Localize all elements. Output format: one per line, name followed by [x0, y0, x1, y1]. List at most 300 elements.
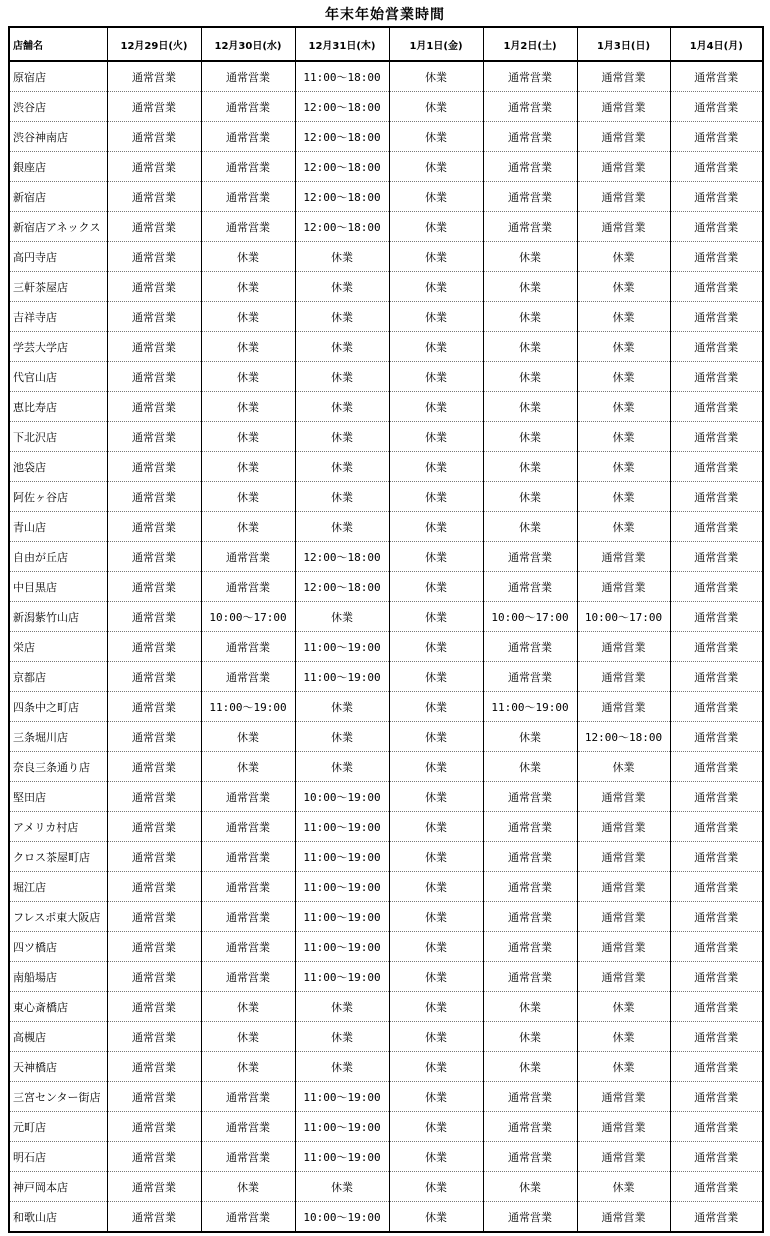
hours-cell: 11:00～19:00	[295, 1112, 389, 1142]
hours-cell: 休業	[389, 812, 483, 842]
store-name-cell: 阿佐ヶ谷店	[9, 482, 107, 512]
hours-cell: 通常営業	[107, 1082, 201, 1112]
hours-cell: 11:00～19:00	[201, 692, 295, 722]
hours-cell: 通常営業	[670, 272, 763, 302]
hours-cell: 通常営業	[107, 722, 201, 752]
hours-cell: 休業	[483, 1022, 577, 1052]
hours-cell: 通常営業	[107, 1052, 201, 1082]
hours-cell: 通常営業	[107, 482, 201, 512]
store-name-cell: 明石店	[9, 1142, 107, 1172]
hours-cell: 通常営業	[107, 422, 201, 452]
table-row	[9, 752, 763, 782]
hours-cell: 通常営業	[670, 422, 763, 452]
hours-cell: 休業	[389, 872, 483, 902]
hours-cell: 12:00～18:00	[295, 542, 389, 572]
hours-cell: 休業	[389, 182, 483, 212]
hours-cell: 休業	[295, 512, 389, 542]
hours-cell: 通常営業	[483, 842, 577, 872]
store-name-cell: 天神橋店	[9, 1052, 107, 1082]
hours-cell: 休業	[201, 362, 295, 392]
table-row	[9, 122, 763, 152]
hours-cell: 通常営業	[201, 1112, 295, 1142]
hours-cell: 通常営業	[107, 662, 201, 692]
hours-cell: 通常営業	[201, 542, 295, 572]
hours-cell: 通常営業	[670, 662, 763, 692]
hours-cell: 通常営業	[201, 932, 295, 962]
store-name-cell: 吉祥寺店	[9, 302, 107, 332]
hours-cell: 通常営業	[483, 122, 577, 152]
header-row	[9, 27, 763, 61]
hours-cell: 休業	[483, 452, 577, 482]
hours-cell: 通常営業	[577, 152, 670, 182]
hours-cell: 通常営業	[670, 812, 763, 842]
table-row	[9, 1082, 763, 1112]
store-name-cell: 原宿店	[9, 61, 107, 92]
hours-cell: 11:00～19:00	[295, 662, 389, 692]
hours-cell: 通常営業	[577, 1142, 670, 1172]
hours-cell: 休業	[483, 392, 577, 422]
hours-cell: 休業	[295, 452, 389, 482]
hours-cell: 通常営業	[670, 242, 763, 272]
hours-cell: 通常営業	[670, 1082, 763, 1112]
hours-cell: 休業	[295, 1022, 389, 1052]
hours-cell: 通常営業	[107, 272, 201, 302]
hours-cell: 通常営業	[670, 1052, 763, 1082]
table-row	[9, 1112, 763, 1142]
hours-cell: 通常営業	[201, 782, 295, 812]
store-name-cell: 神戸岡本店	[9, 1172, 107, 1202]
hours-cell: 通常営業	[107, 332, 201, 362]
hours-cell: 休業	[389, 1022, 483, 1052]
hours-cell: 休業	[389, 242, 483, 272]
hours-cell: 通常営業	[201, 662, 295, 692]
hours-cell: 休業	[483, 482, 577, 512]
hours-cell: 通常営業	[670, 842, 763, 872]
hours-cell: 休業	[389, 212, 483, 242]
hours-cell: 通常営業	[483, 182, 577, 212]
hours-cell: 通常営業	[201, 1142, 295, 1172]
hours-cell: 11:00～19:00	[295, 1142, 389, 1172]
hours-cell: 12:00～18:00	[295, 572, 389, 602]
store-name-cell: 三条堀川店	[9, 722, 107, 752]
hours-cell: 12:00～18:00	[295, 182, 389, 212]
table-row	[9, 782, 763, 812]
store-name-cell: 東心斎橋店	[9, 992, 107, 1022]
hours-cell: 通常営業	[670, 692, 763, 722]
hours-cell: 通常営業	[670, 212, 763, 242]
hours-cell: 休業	[295, 992, 389, 1022]
hours-cell: 通常営業	[483, 782, 577, 812]
hours-cell: 休業	[295, 362, 389, 392]
hours-cell: 休業	[389, 1172, 483, 1202]
hours-cell: 11:00～19:00	[295, 1082, 389, 1112]
hours-cell: 休業	[389, 542, 483, 572]
hours-cell: 通常営業	[670, 1202, 763, 1233]
hours-cell: 通常営業	[577, 662, 670, 692]
column-header-date: 12月31日(木)	[295, 27, 389, 61]
hours-cell: 休業	[201, 422, 295, 452]
hours-cell: 休業	[577, 422, 670, 452]
store-name-cell: 四条中之町店	[9, 692, 107, 722]
hours-cell: 休業	[483, 302, 577, 332]
hours-cell: 通常営業	[577, 572, 670, 602]
hours-cell: 休業	[201, 242, 295, 272]
hours-cell: 通常営業	[670, 332, 763, 362]
hours-cell: 通常営業	[107, 1142, 201, 1172]
hours-cell: 通常営業	[107, 692, 201, 722]
hours-cell: 通常営業	[483, 662, 577, 692]
store-name-cell: 池袋店	[9, 452, 107, 482]
store-name-cell: フレスポ東大阪店	[9, 902, 107, 932]
hours-cell: 休業	[295, 1172, 389, 1202]
table-body	[9, 61, 763, 1232]
hours-cell: 通常営業	[201, 212, 295, 242]
hours-cell: 通常営業	[201, 872, 295, 902]
table-row	[9, 1142, 763, 1172]
hours-cell: 10:00～17:00	[483, 602, 577, 632]
hours-cell: 通常営業	[577, 92, 670, 122]
hours-cell: 休業	[295, 482, 389, 512]
hours-cell: 通常営業	[107, 782, 201, 812]
hours-cell: 休業	[389, 92, 483, 122]
column-header-date: 1月4日(月)	[670, 27, 763, 61]
column-header-store: 店舗名	[9, 27, 107, 61]
hours-cell: 休業	[295, 752, 389, 782]
store-name-cell: 四ツ橋店	[9, 932, 107, 962]
hours-cell: 休業	[389, 362, 483, 392]
store-name-cell: 堀江店	[9, 872, 107, 902]
store-name-cell: 高円寺店	[9, 242, 107, 272]
hours-cell: 通常営業	[483, 1202, 577, 1233]
store-name-cell: 高槻店	[9, 1022, 107, 1052]
hours-cell: 11:00～19:00	[295, 932, 389, 962]
hours-cell: 通常営業	[107, 962, 201, 992]
store-name-cell: 自由が丘店	[9, 542, 107, 572]
hours-cell: 休業	[295, 692, 389, 722]
table-row	[9, 242, 763, 272]
hours-cell: 通常営業	[107, 242, 201, 272]
hours-cell: 休業	[201, 1052, 295, 1082]
hours-cell: 休業	[389, 992, 483, 1022]
store-name-cell: 下北沢店	[9, 422, 107, 452]
hours-cell: 12:00～18:00	[295, 212, 389, 242]
hours-cell: 通常営業	[483, 572, 577, 602]
hours-cell: 休業	[483, 422, 577, 452]
business-hours-table	[8, 26, 764, 1233]
hours-cell: 通常営業	[670, 392, 763, 422]
hours-cell: 休業	[389, 272, 483, 302]
hours-cell: 休業	[201, 272, 295, 302]
store-name-cell: 銀座店	[9, 152, 107, 182]
hours-cell: 休業	[577, 992, 670, 1022]
hours-cell: 通常営業	[670, 992, 763, 1022]
table-row	[9, 932, 763, 962]
hours-cell: 通常営業	[201, 1202, 295, 1233]
hours-cell: 12:00～18:00	[295, 152, 389, 182]
hours-cell: 通常営業	[107, 1112, 201, 1142]
table-row	[9, 272, 763, 302]
hours-cell: 休業	[577, 1172, 670, 1202]
hours-cell: 通常営業	[107, 872, 201, 902]
table-row	[9, 842, 763, 872]
hours-cell: 通常営業	[577, 1112, 670, 1142]
hours-cell: 通常営業	[670, 1172, 763, 1202]
table-row	[9, 722, 763, 752]
hours-cell: 休業	[201, 452, 295, 482]
hours-cell: 通常営業	[483, 61, 577, 92]
hours-cell: 休業	[201, 1022, 295, 1052]
hours-cell: 休業	[389, 902, 483, 932]
hours-cell: 通常営業	[670, 302, 763, 332]
hours-cell: 休業	[295, 602, 389, 632]
hours-cell: 通常営業	[670, 1142, 763, 1172]
hours-cell: 通常営業	[107, 512, 201, 542]
hours-cell: 12:00～18:00	[295, 92, 389, 122]
hours-cell: 休業	[295, 392, 389, 422]
hours-cell: 休業	[389, 1142, 483, 1172]
hours-cell: 休業	[483, 362, 577, 392]
hours-cell: 休業	[389, 842, 483, 872]
hours-cell: 10:00～17:00	[201, 602, 295, 632]
hours-cell: 休業	[295, 242, 389, 272]
table-row	[9, 212, 763, 242]
hours-cell: 休業	[483, 242, 577, 272]
store-name-cell: 南船場店	[9, 962, 107, 992]
table-row	[9, 182, 763, 212]
column-header-date: 12月29日(火)	[107, 27, 201, 61]
hours-cell: 休業	[389, 782, 483, 812]
store-name-cell: 和歌山店	[9, 1202, 107, 1233]
hours-cell: 通常営業	[201, 122, 295, 152]
hours-cell: 10:00～17:00	[577, 602, 670, 632]
hours-cell: 通常営業	[483, 932, 577, 962]
hours-cell: 通常営業	[670, 482, 763, 512]
hours-cell: 休業	[295, 422, 389, 452]
store-name-cell: クロス茶屋町店	[9, 842, 107, 872]
store-name-cell: アメリカ村店	[9, 812, 107, 842]
store-name-cell: 恵比寿店	[9, 392, 107, 422]
store-name-cell: 中目黒店	[9, 572, 107, 602]
hours-cell: 通常営業	[670, 572, 763, 602]
hours-cell: 11:00～18:00	[295, 61, 389, 92]
hours-cell: 通常営業	[670, 962, 763, 992]
hours-cell: 通常営業	[201, 92, 295, 122]
hours-cell: 休業	[389, 422, 483, 452]
hours-cell: 通常営業	[670, 722, 763, 752]
table-row	[9, 812, 763, 842]
hours-cell: 通常営業	[670, 632, 763, 662]
table-row	[9, 662, 763, 692]
hours-cell: 休業	[389, 452, 483, 482]
hours-cell: 通常営業	[577, 842, 670, 872]
hours-cell: 11:00～19:00	[295, 872, 389, 902]
hours-cell: 11:00～19:00	[295, 902, 389, 932]
hours-cell: 通常営業	[670, 932, 763, 962]
hours-cell: 休業	[389, 692, 483, 722]
hours-cell: 通常営業	[107, 302, 201, 332]
hours-cell: 休業	[389, 392, 483, 422]
hours-cell: 通常営業	[107, 92, 201, 122]
hours-cell: 休業	[389, 302, 483, 332]
hours-cell: 休業	[201, 392, 295, 422]
hours-cell: 通常営業	[483, 962, 577, 992]
hours-cell: 休業	[201, 992, 295, 1022]
hours-cell: 休業	[389, 482, 483, 512]
column-header-date: 1月2日(土)	[483, 27, 577, 61]
table-row	[9, 692, 763, 722]
hours-cell: 11:00～19:00	[295, 812, 389, 842]
table-row	[9, 422, 763, 452]
hours-cell: 休業	[577, 302, 670, 332]
hours-cell: 通常営業	[483, 542, 577, 572]
hours-cell: 11:00～19:00	[295, 632, 389, 662]
hours-cell: 休業	[577, 392, 670, 422]
table-row	[9, 632, 763, 662]
store-name-cell: 三宮センター街店	[9, 1082, 107, 1112]
store-name-cell: 渋谷店	[9, 92, 107, 122]
hours-cell: 休業	[389, 962, 483, 992]
hours-cell: 通常営業	[670, 782, 763, 812]
hours-cell: 通常営業	[483, 1082, 577, 1112]
hours-cell: 通常営業	[107, 902, 201, 932]
table-row	[9, 512, 763, 542]
hours-cell: 休業	[483, 332, 577, 362]
hours-cell: 通常営業	[107, 812, 201, 842]
hours-cell: 通常営業	[107, 602, 201, 632]
table-row	[9, 1172, 763, 1202]
hours-cell: 11:00～19:00	[295, 962, 389, 992]
hours-cell: 通常営業	[577, 182, 670, 212]
hours-cell: 通常営業	[107, 452, 201, 482]
table-row	[9, 92, 763, 122]
hours-cell: 休業	[577, 1022, 670, 1052]
hours-cell: 休業	[577, 512, 670, 542]
hours-cell: 休業	[201, 1172, 295, 1202]
store-name-cell: 堅田店	[9, 782, 107, 812]
hours-cell: 通常営業	[201, 572, 295, 602]
hours-cell: 休業	[389, 632, 483, 662]
hours-cell: 通常営業	[670, 152, 763, 182]
table-row	[9, 1022, 763, 1052]
hours-cell: 通常営業	[107, 632, 201, 662]
hours-cell: 通常営業	[201, 1082, 295, 1112]
hours-cell: 休業	[295, 722, 389, 752]
hours-cell: 通常営業	[107, 61, 201, 92]
hours-cell: 休業	[577, 452, 670, 482]
table-row	[9, 1202, 763, 1233]
hours-cell: 休業	[577, 482, 670, 512]
store-name-cell: 栄店	[9, 632, 107, 662]
hours-cell: 休業	[577, 1052, 670, 1082]
hours-cell: 通常営業	[107, 992, 201, 1022]
hours-cell: 12:00～18:00	[295, 122, 389, 152]
hours-cell: 通常営業	[670, 61, 763, 92]
hours-cell: 通常営業	[483, 212, 577, 242]
hours-cell: 通常営業	[107, 212, 201, 242]
store-name-cell: 渋谷神南店	[9, 122, 107, 152]
hours-cell: 休業	[295, 302, 389, 332]
hours-cell: 通常営業	[107, 152, 201, 182]
table-row	[9, 61, 763, 92]
page-title: 年末年始営業時間	[325, 7, 445, 23]
hours-cell: 休業	[389, 512, 483, 542]
hours-cell: 通常営業	[577, 1082, 670, 1112]
hours-cell: 休業	[389, 61, 483, 92]
hours-cell: 通常営業	[670, 512, 763, 542]
hours-cell: 通常営業	[483, 152, 577, 182]
hours-cell: 通常営業	[107, 392, 201, 422]
column-header-date: 1月3日(日)	[577, 27, 670, 61]
hours-cell: 通常営業	[483, 1142, 577, 1172]
hours-cell: 通常営業	[577, 632, 670, 662]
hours-cell: 通常営業	[107, 362, 201, 392]
hours-cell: 休業	[389, 332, 483, 362]
hours-cell: 休業	[483, 752, 577, 782]
hours-cell: 通常営業	[107, 572, 201, 602]
hours-cell: 通常営業	[107, 1202, 201, 1233]
hours-cell: 休業	[389, 1202, 483, 1233]
hours-cell: 通常営業	[107, 542, 201, 572]
hours-cell: 休業	[483, 1052, 577, 1082]
table-row	[9, 1052, 763, 1082]
hours-cell: 休業	[389, 1052, 483, 1082]
hours-cell: 11:00～19:00	[483, 692, 577, 722]
hours-cell: 通常営業	[670, 1022, 763, 1052]
hours-cell: 通常営業	[483, 1112, 577, 1142]
hours-cell: 休業	[483, 722, 577, 752]
hours-cell: 通常営業	[577, 812, 670, 842]
hours-cell: 通常営業	[670, 542, 763, 572]
hours-cell: 通常営業	[483, 92, 577, 122]
hours-cell: 休業	[201, 722, 295, 752]
table-row	[9, 332, 763, 362]
hours-cell: 休業	[295, 332, 389, 362]
hours-cell: 通常営業	[107, 932, 201, 962]
store-name-cell: 新潟紫竹山店	[9, 602, 107, 632]
hours-cell: 通常営業	[107, 842, 201, 872]
hours-cell: 通常営業	[201, 632, 295, 662]
hours-cell: 通常営業	[201, 902, 295, 932]
hours-cell: 休業	[389, 122, 483, 152]
store-name-cell: 奈良三条通り店	[9, 752, 107, 782]
hours-cell: 通常営業	[577, 692, 670, 722]
table-row	[9, 452, 763, 482]
hours-cell: 通常営業	[670, 182, 763, 212]
hours-cell: 通常営業	[483, 902, 577, 932]
hours-cell: 11:00～19:00	[295, 842, 389, 872]
hours-cell: 休業	[201, 512, 295, 542]
hours-cell: 休業	[577, 272, 670, 302]
hours-cell: 10:00～19:00	[295, 782, 389, 812]
table-row	[9, 362, 763, 392]
hours-cell: 通常営業	[201, 61, 295, 92]
hours-cell: 休業	[201, 302, 295, 332]
hours-cell: 休業	[577, 752, 670, 782]
hours-cell: 通常営業	[107, 1172, 201, 1202]
store-name-cell: 代官山店	[9, 362, 107, 392]
table-row	[9, 872, 763, 902]
hours-cell: 通常営業	[577, 932, 670, 962]
hours-cell: 通常営業	[577, 1202, 670, 1233]
store-name-cell: 三軒茶屋店	[9, 272, 107, 302]
hours-cell: 通常営業	[670, 452, 763, 482]
hours-cell: 休業	[577, 242, 670, 272]
hours-cell: 休業	[389, 602, 483, 632]
hours-cell: 10:00～19:00	[295, 1202, 389, 1233]
hours-cell: 通常営業	[107, 752, 201, 782]
table-row	[9, 482, 763, 512]
hours-cell: 通常営業	[670, 1112, 763, 1142]
